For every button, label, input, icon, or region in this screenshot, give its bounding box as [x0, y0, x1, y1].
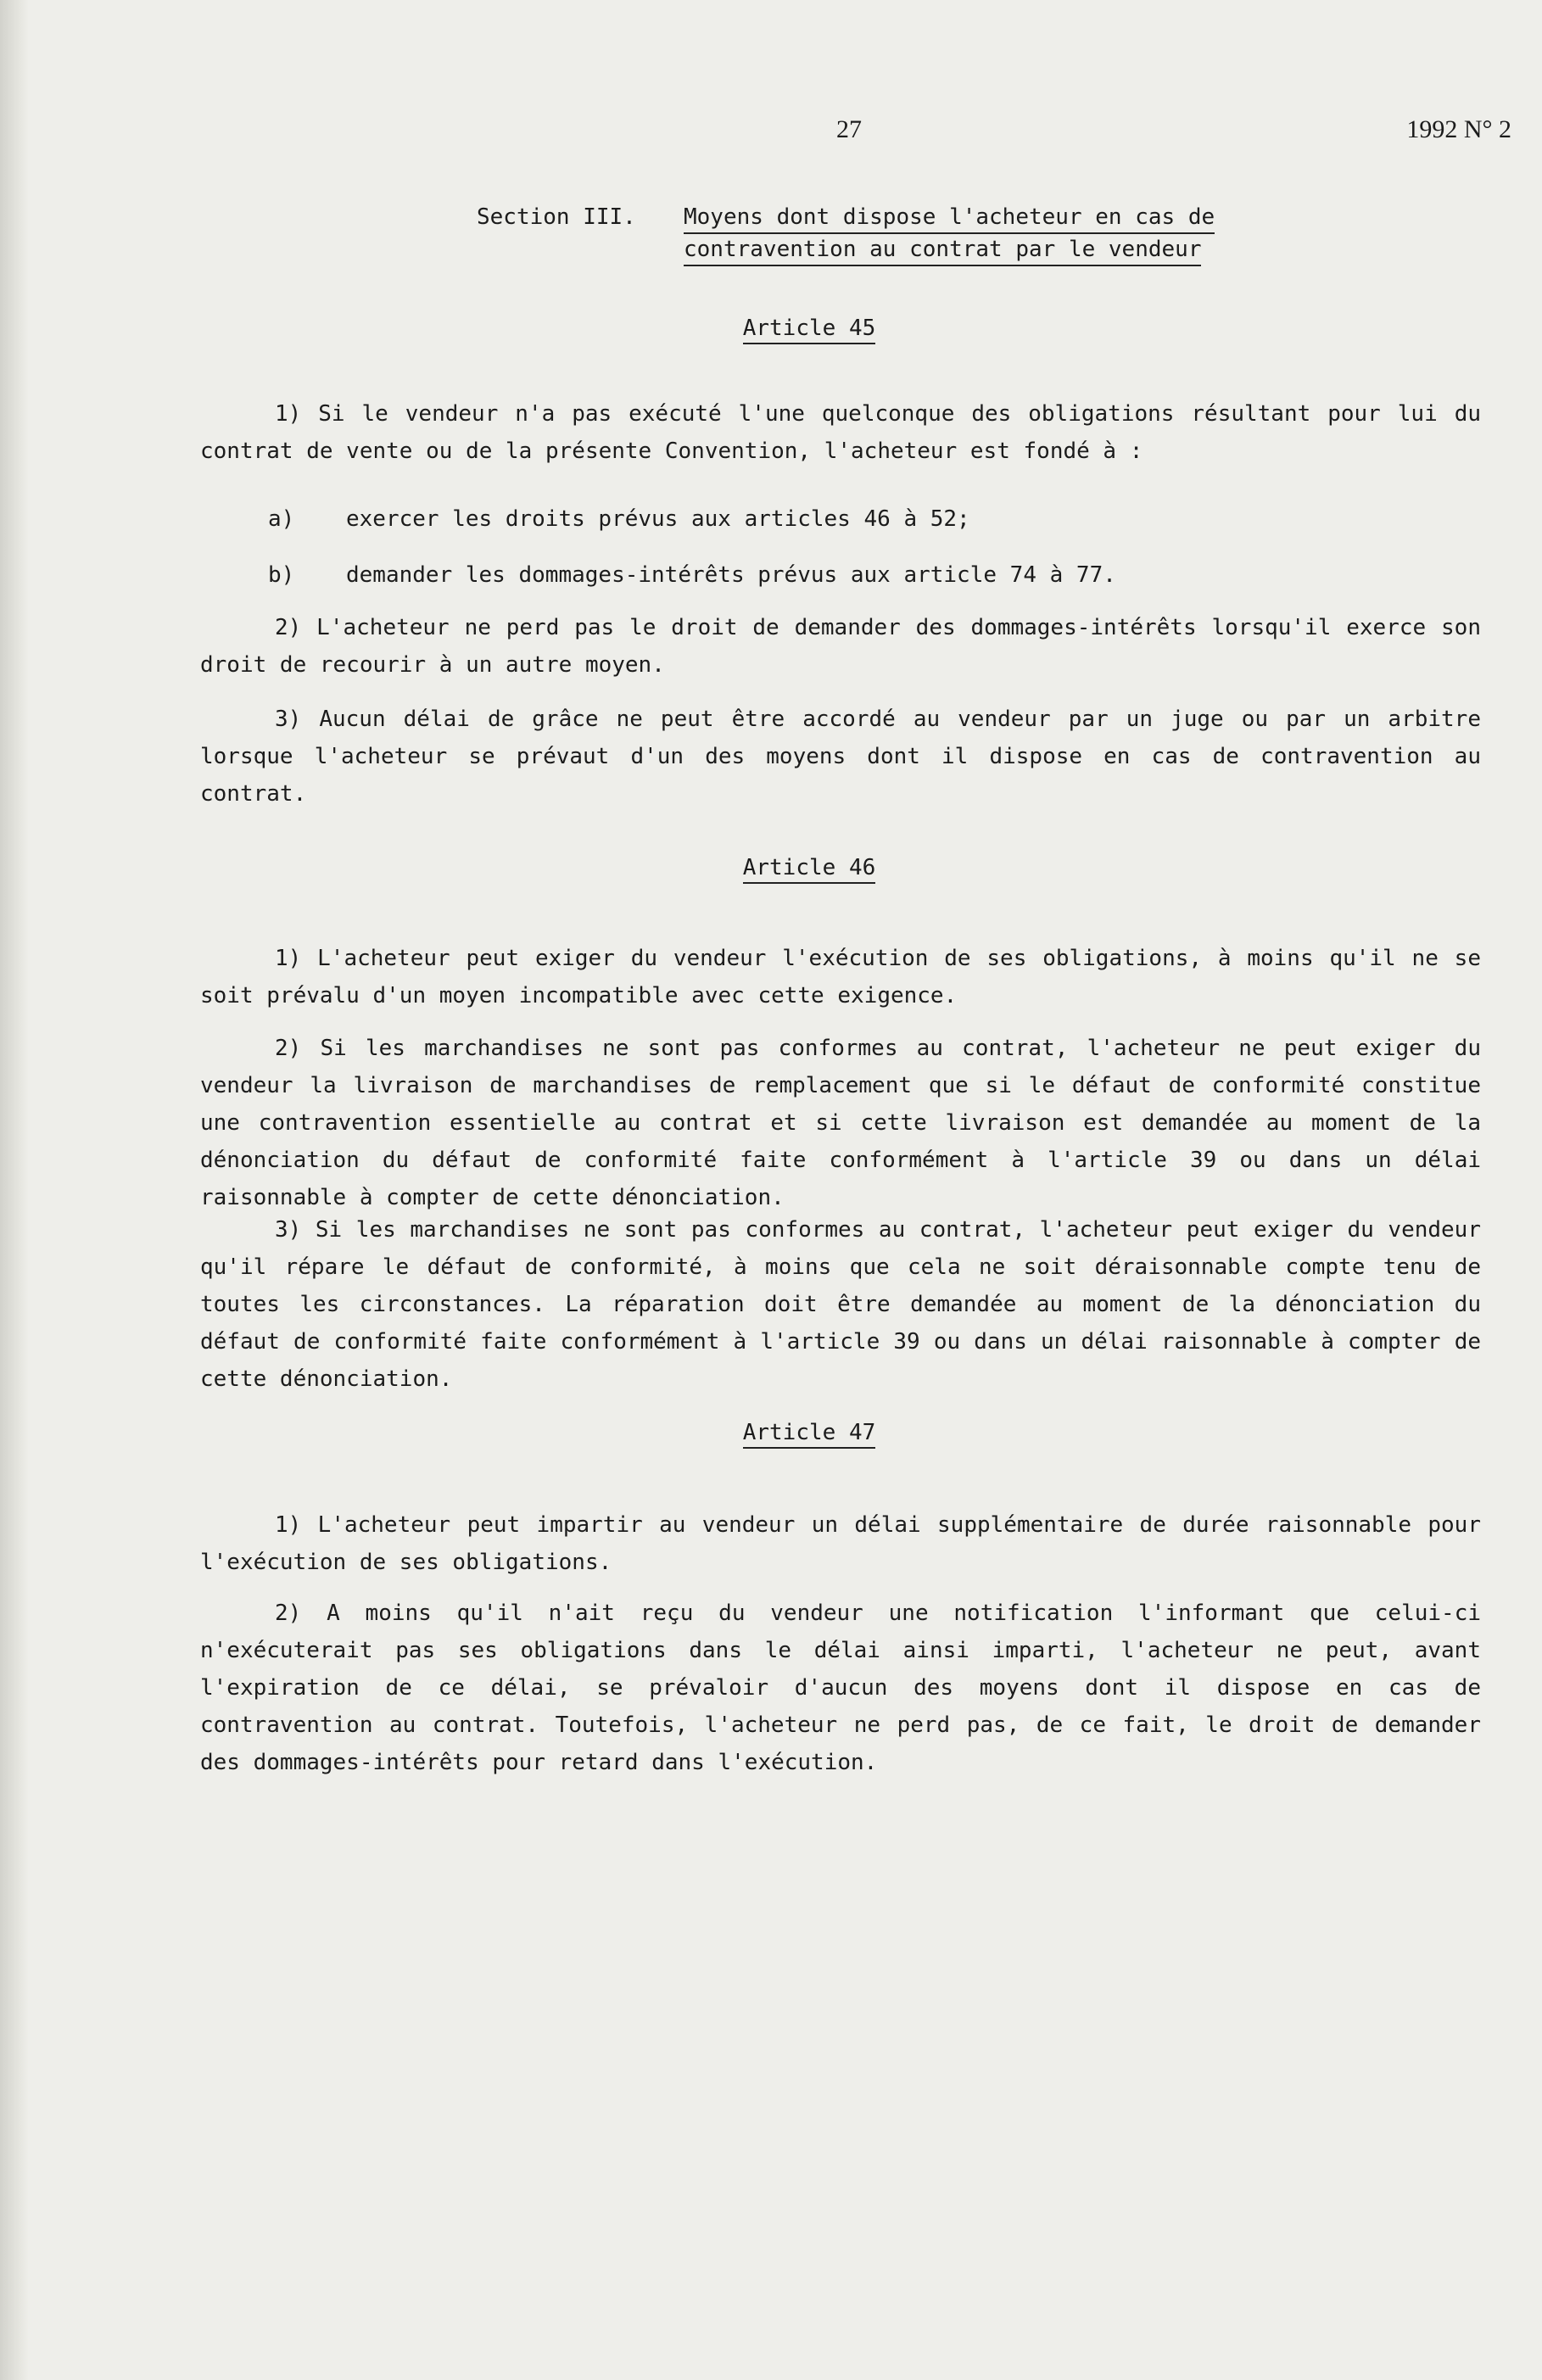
item-text: exercer les droits prévus aux articles 46 à 52; — [346, 506, 970, 532]
article-46-paragraph-1: 1) L'acheteur peut exiger du vendeur l'exécution de ses obligations, à moins qu'il ne se soit prévalu d'un moyen incompatible avec cette exigence. — [200, 946, 1481, 1008]
article-45-item-b — [268, 556, 1455, 594]
article-45-item-a — [268, 500, 1455, 538]
section-title-line-2: contravention au contrat par le vendeur — [684, 234, 1201, 266]
article-45-heading: Article 45 — [0, 316, 1542, 344]
article-46-paragraph-3: 3) Si les marchandises ne sont pas conformes au contrat, l'acheteur peut exiger du vendeur qu'il répare le défaut de conformité, à moins que cela ne soit déraisonnable compte tenu de toutes les circonstances. La réparation doit être demandée au moment de la dénonciation du défaut de conformité faite conformément à l'article 39 ou dans un délai raisonnable à compter de cette dénonciation. — [200, 1217, 1481, 1392]
article-46-paragraph-2: 2) Si les marchandises ne sont pas conformes au contrat, l'acheteur ne peut exiger du vendeur la livraison de marchandises de remplacement que si le défaut de conformité constitue une contravention essentielle au contrat et si cette livraison est demandée au moment de la dénonciation du défaut de conformité faite conformément à l'article 39 ou dans un délai raisonnable à compter de cette dénonciation. — [200, 1036, 1481, 1210]
article-47-heading: Article 47 — [0, 1420, 1542, 1449]
page-number: 27 — [836, 115, 862, 143]
item-text: demander les dommages-intérêts prévus aux article 74 à 77. — [346, 562, 1116, 588]
page-binding-edge — [0, 0, 29, 2380]
running-head — [0, 115, 1542, 149]
article-45-paragraph-1: 1) Si le vendeur n'a pas exécuté l'une quelconque des obligations résultant pour lui du contrat de vente ou de la présente Convention, l'acheteur est fondé à : — [200, 401, 1481, 464]
article-47-paragraph-2: 2) A moins qu'il n'ait reçu du vendeur une notification l'informant que celui-ci n'exécuterait pas ses obligations dans le délai ainsi imparti, l'acheteur ne peut, avant l'expiration de ce délai, se prévaloir d'aucun des moyens dont il dispose en cas de contravention au contrat. Toutefois, l'acheteur ne perd pas, de ce fait, le droit de demander des dommages-intérêts pour retard dans l'exécution. — [200, 1601, 1481, 1775]
item-marker: a) — [268, 506, 295, 532]
article-45-paragraph-3: 3) Aucun délai de grâce ne peut être accordé au vendeur par un juge ou par un arbitre lorsque l'acheteur se prévaut d'un des moyens dont il dispose en cas de contravention au contrat. — [200, 707, 1481, 807]
issue-reference: 1992 N° 2 — [1406, 115, 1511, 143]
article-45-paragraph-2: 2) L'acheteur ne perd pas le droit de demander des dommages-intérêts lorsqu'il exerce son droit de recourir à un autre moyen. — [200, 615, 1481, 678]
article-46-heading: Article 46 — [0, 855, 1542, 884]
section-title — [684, 202, 1294, 266]
item-marker: b) — [268, 562, 295, 588]
article-47-paragraph-1: 1) L'acheteur peut impartir au vendeur un délai supplémentaire de durée raisonnable pour l'exécution de ses obligations. — [200, 1512, 1481, 1575]
section-label: Section III. — [477, 204, 636, 230]
section-title-line-1: Moyens dont dispose l'acheteur en cas de — [684, 202, 1215, 234]
